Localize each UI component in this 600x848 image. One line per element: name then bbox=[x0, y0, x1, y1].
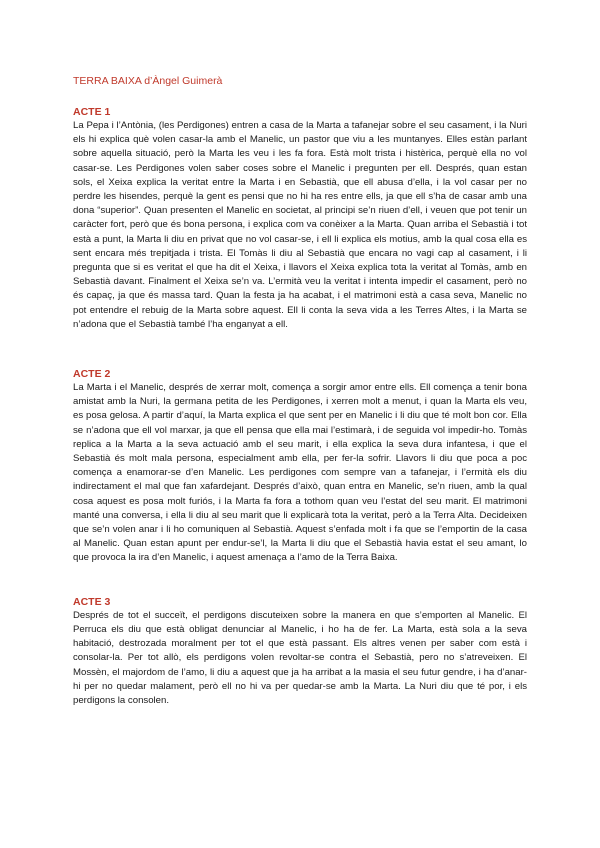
act-1-heading: ACTE 1 bbox=[73, 106, 111, 118]
act-3-section bbox=[73, 595, 527, 708]
act-2-section bbox=[73, 367, 527, 566]
act-2-heading: ACTE 2 bbox=[73, 368, 111, 381]
act-3-heading: ACTE 3 bbox=[73, 595, 111, 608]
act-2-text: La Marta i el Manelic, després de xerrar molt, comença a sorgir amor entre ells. Ell comença a tenir bona amistat amb la Nuri, la germana petita de les Perdigones, i xerren molt a menut, i quan la Marta els veu, es posa gelosa. A partir d’aquí, la Marta explica el que sent per en Manelic i li diu que té molt bon cor. Ella se n’adona que ell vol marxar, ja que ell pensa que ella mai l’estimarà, i de seguida vol impedir-ho. Tomàs replica a la Marta a la seva actuació amb el seu marit, i ella explica la seva dura infantesa, i que el Sebastià és molt mala persona, especialment amb ella, per fer-la sofrir. Llavors li diu que poca a poc comença a enamorar-se d’en Manelic. Les perdigones com sempre van a tafanejar, i l’ermità els diu indirectament el mal que fan xafardejant. Després d’això, quan entra en Manelic, se’n riuen, amb la qual cosa aquest es posa molt furiós, i la Marta fa fora a tothom quan veu l’estat del seu marit. El matrimoni manté una conversa, i ella li diu al seu marit que li explicarà tota la veritat, però a la Terra Alta. Decideixen que se’n volen anar i li ho comuniquen al Sebastià. Aquest s’enfada molt i fa que se l’emportin de la casa al Manelic. Quan estan apunt per endur-se’l, la Marta li diu que el Sebastià havia estat el seu amant, lo que provoca la ira d’en Manelic, i aquest amenaça a l’amo de la Terra Baixa. bbox=[73, 382, 527, 564]
document-title: TERRA BAIXA d’Àngel Guimerà bbox=[73, 75, 223, 87]
document-page bbox=[73, 74, 527, 708]
act-3-text: Després de tot el succeït, el perdigons discuteixen sobre la manera en que s’emporten al Manelic. El Perruca els diu que està obligat denunciar al Manelic, i ho ha de fer. La Marta, està sola a la seva habitació, destrozada moralment per tot el que està passant. Els altres venen per saber com està i consolar-la. Per tot allò, els perdigons volen revoltar-se contra el Sebastià, pero no s’atreveixen. El Mossèn, el majordom de l’amo, li diu a aquest que ja ha arribat a la masia el seu futur gendre, i ha d’anar-hi per no quedar malament, però ell no hi va per quedar-se amb la Marta. La Nuri diu que té por, i els perdigons la consolen. bbox=[73, 609, 527, 706]
act-1-section bbox=[73, 105, 527, 332]
act-1-text: La Pepa i l’Antònia, (les Perdigones) entren a casa de la Marta a tafanejar sobre el seu casament, i la Nuri els hi explica què volen casar-la amb el Manelic, un pastor que viu a les muntanyes. Elles estàn parlant sobre aquella situació, però la Marta les veu i les fa fora. Està molt trista i histèrica, perquè ella no vol casar-se. Les Perdigones volen saber coses sobre el Manelic i pregunten per ell. Després, quan estan sols, el Xeixa explica la veritat entre la Marta i en Sebastià, que ell abusa d’ella, i la vol casar per no perdre les hisendes, perquè la gent es pensi que no hi ha res entre ells, ja que ell s’ha de casar amb una dona “superior”. Quan presenten el Manelic en societat, al principi se’n riuen d’ell, i veuen que pot tenir un caràcter fort, però que és bona persona, i explica com va conèixer a la Marta. Quan arriba el Sebastià i tot està a punt, la Marta li diu en privat que no vol casar-se, i ell li explica els motius, amb la qual cosa ella es sent encara més trepitjada i trista. El Tomàs li diu al Sebastià que encara no vagi cap al casament, i li pregunta que si es veritat el que ha dit el Xeixa, i llavors el Xeixa explica tota la veritat al Tomàs, amb en Sebastià davant. Finalment el Xeixa se’n va. L’ermità veu la veritat i intenta impedir el casament, però no és capaç, ja que és massa tard. Quan la festa ja ha acabat, i el matrimoni està a casa seva, Manelic no pot entendre el rebuig de la Marta sobre aquest. Ell li conta la seva vida a les Terres Altes, i la Marta se n’adona que el Sebastià també l’ha enganyat a ell. bbox=[73, 120, 527, 330]
